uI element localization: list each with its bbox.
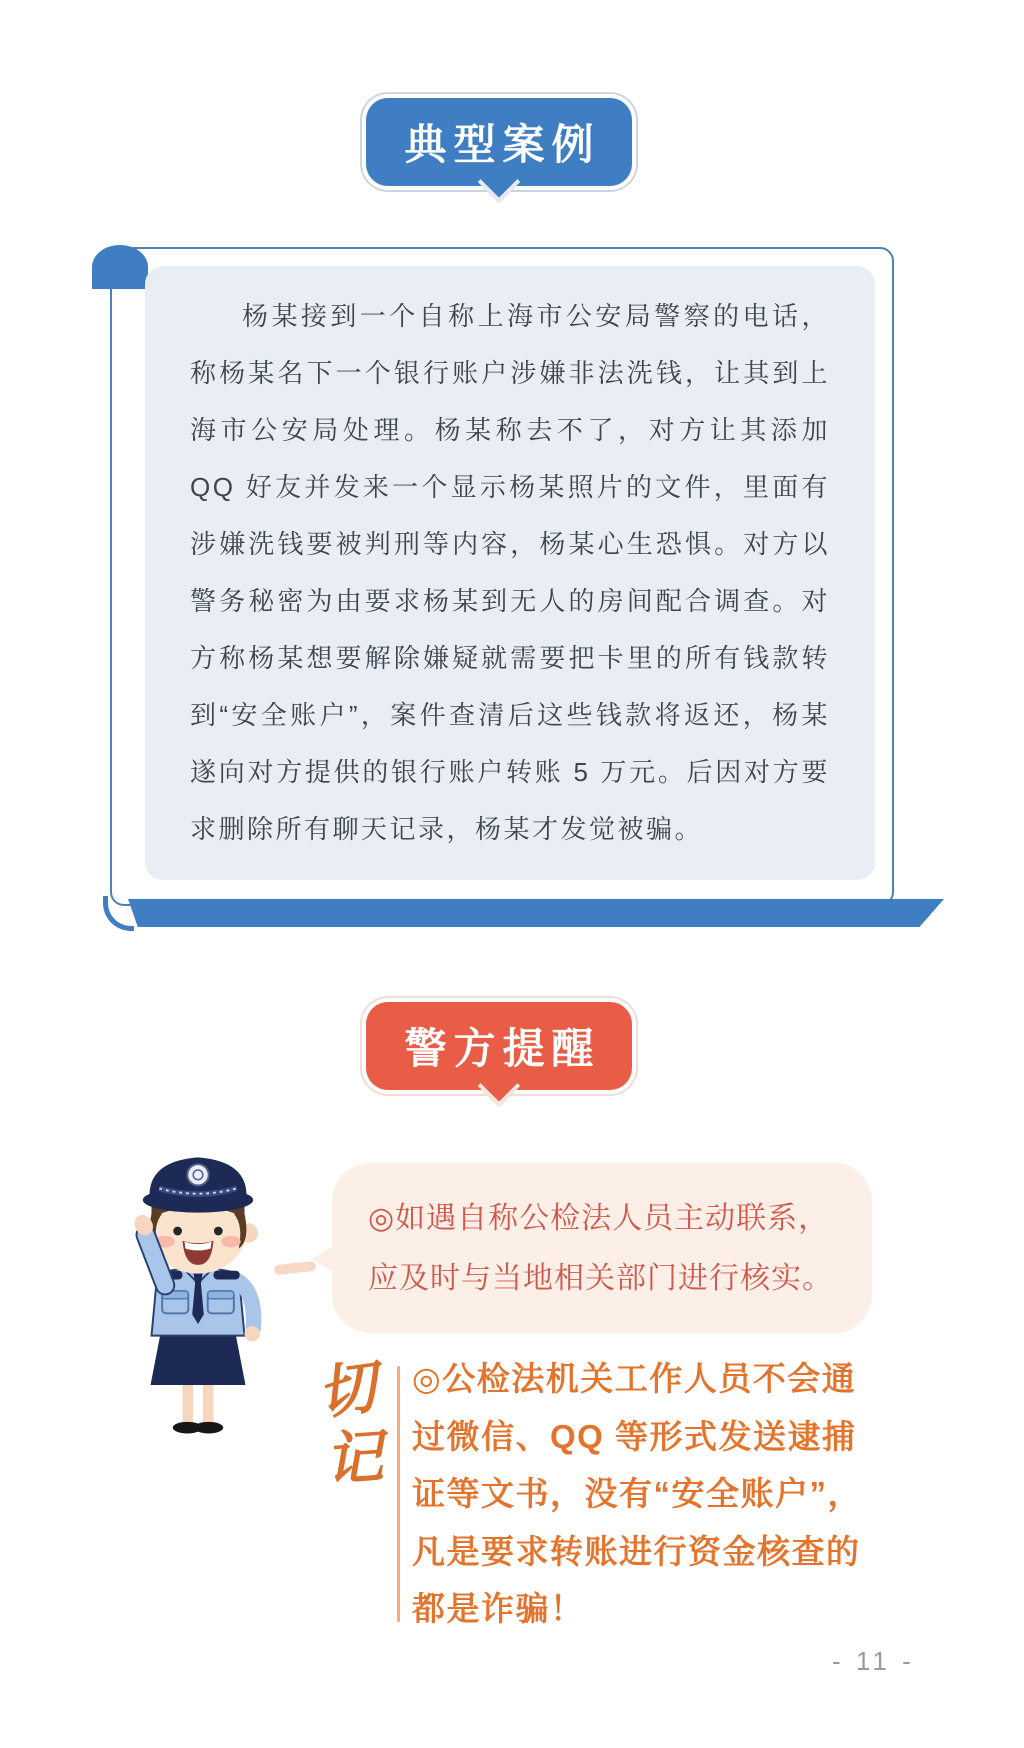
case-story-text: 杨某接到一个自称上海市公安局警察的电话，称杨某名下一个银行账户涉嫌非法洗钱，让其到上海市公安局处理。杨某称去不了，对方让其添加 QQ 好友并发来一个显示杨某照片的文件，里面有涉嫌洗钱要被判刑等内容，杨某心生恐惧。对方以警务秘密为由要求杨某到无人的房间配合调查。对方称杨某想要解除嫌疑就需要把卡里的所有钱款转到“安全账户”，案件查清后这些钱款将返还，杨某遂向对方提供的银行账户转账 5 万元。后因对方要求删除所有聊天记录，杨某才发觉被骗。 xyxy=(190,301,830,844)
page-number: - 11 - xyxy=(832,1646,915,1676)
page-curl-decoration xyxy=(92,245,148,289)
police-reminder-banner xyxy=(366,1002,632,1090)
case-story-box xyxy=(145,266,875,880)
scroll-bottom-bar xyxy=(128,899,944,927)
tip-line: ◎公检法机关工作人员不会通 xyxy=(412,1360,857,1397)
officer-blush xyxy=(221,1236,240,1248)
officer-eye xyxy=(214,1227,223,1236)
police-speech-bubble xyxy=(332,1163,872,1333)
tip-line: 凡是要求转账进行资金核查的 xyxy=(412,1532,861,1570)
speech-bubble-tail xyxy=(312,1243,338,1275)
officer-eye xyxy=(173,1227,182,1236)
speech-bubble-line: 应及时与当地相关部门进行核实。 xyxy=(368,1262,833,1295)
tip-line: 证等文书，没有“安全账户”， xyxy=(412,1475,862,1512)
officer-shoe xyxy=(194,1422,223,1434)
remember-label-char: 记 xyxy=(322,1424,386,1493)
police-tips-block xyxy=(412,1350,898,1638)
police-officer-illustration xyxy=(98,1138,298,1448)
officer-leg xyxy=(183,1382,194,1425)
vertical-divider xyxy=(397,1366,400,1622)
officer-leg xyxy=(203,1382,214,1425)
police-reminder-banner-title: 警方提醒 xyxy=(404,1027,601,1073)
officer-skirt xyxy=(151,1330,246,1385)
typical-case-banner xyxy=(366,98,632,186)
officer-hand xyxy=(245,1326,261,1342)
typical-case-banner-title: 典型案例 xyxy=(404,123,601,169)
officer-pocket-flap xyxy=(208,1291,234,1299)
remember-label-char: 切 xyxy=(313,1354,381,1427)
officer-epaulette xyxy=(214,1271,240,1280)
speech-bubble-line: ◎如遇自称公检法人员主动联系， xyxy=(368,1202,830,1235)
officer-hat-badge xyxy=(187,1164,208,1185)
tip-line: 过微信、QQ 等形式发送逮捕 xyxy=(412,1417,857,1455)
tip-line: 都是诈骗！ xyxy=(412,1590,585,1627)
